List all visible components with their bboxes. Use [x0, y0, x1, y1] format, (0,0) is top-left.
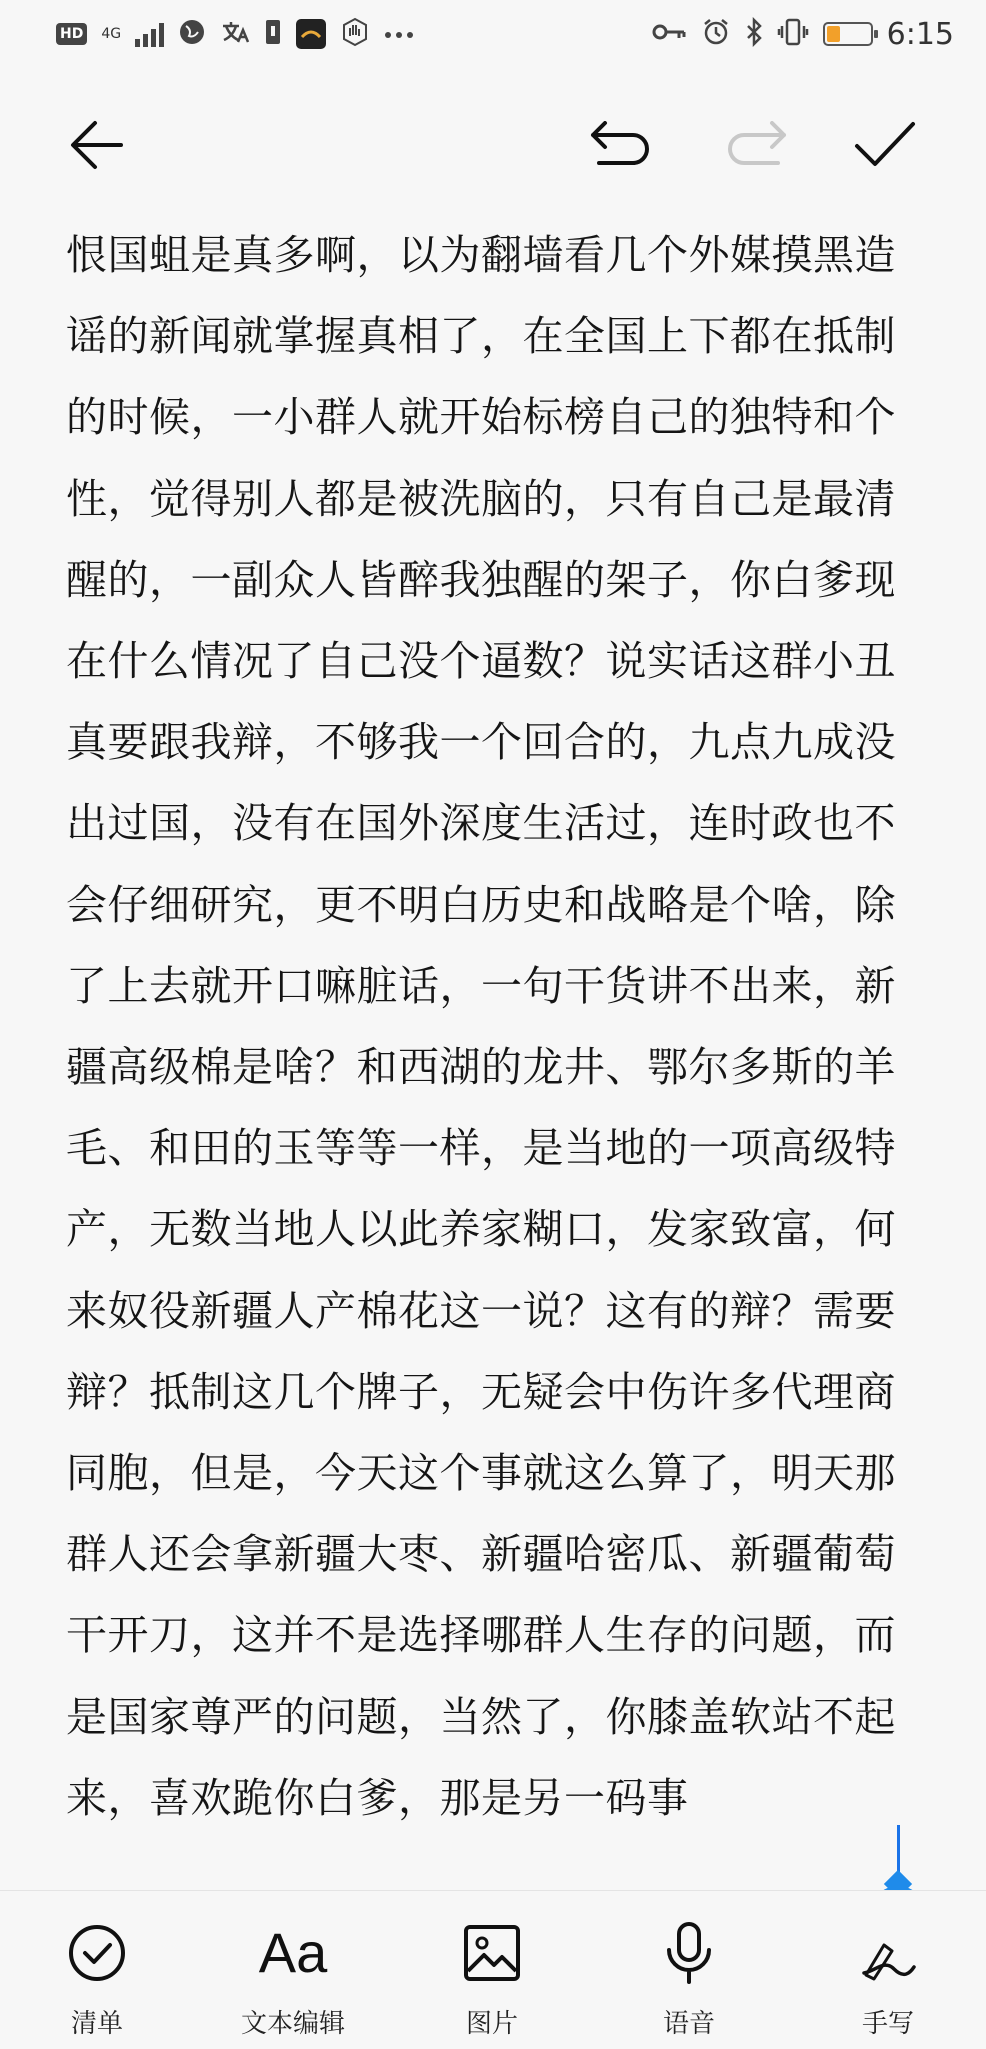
back-button[interactable]	[52, 100, 142, 190]
image-button[interactable]	[417, 1921, 567, 2040]
network-label: 4G	[101, 26, 122, 42]
hd-icon: HD	[56, 23, 87, 45]
redo-button[interactable]	[711, 100, 801, 190]
bottom-toolbar	[0, 1890, 986, 2049]
handwriting-button[interactable]	[813, 1921, 963, 2040]
image-label: 图片	[465, 2009, 518, 2039]
text-format-label: 文本编辑	[240, 2009, 345, 2039]
sim-icon	[264, 18, 282, 50]
more-icon	[384, 25, 414, 44]
status-bar	[0, 0, 986, 68]
editor-toolbar	[0, 100, 986, 190]
translate-icon	[220, 18, 250, 50]
checklist-button[interactable]	[22, 1921, 172, 2040]
check-icon	[853, 120, 917, 170]
done-button[interactable]	[840, 100, 930, 190]
battery-icon	[823, 22, 873, 46]
status-bar-right	[651, 14, 954, 54]
redo-icon	[724, 121, 788, 169]
note-text-editor[interactable]: 恨国蛆是真多啊，以为翻墙看几个外媒摸黑造谣的新闻就掌握真相了，在全国上下都在抵制的时候，一小群人就开始标榜自己的独特和个性，觉得别人都是被洗脑的，只有自己是最清醒的，一副众人皆醉我独醒的架子，你白爹现在什么情况了自己没个逼数？说实话这群小丑真要跟我辩，不够我一个回合的，九点九成没出过国，没有在国外深度生活过，连时政也不会仔细研究，更不明白历史和战略是个啥，除了上去就开口嘛脏话，一句干货讲不出来，新疆高级棉是啥？和西湖的龙井、鄂尔多斯的羊毛、和田的玉等等一样，是当地的一项高级特产，无数当地人以此养家糊口，发家致富，何来奴役新疆人产棉花这一说？这有的辩？需要辩？抵制这几个牌子，无疑会中伤许多代理商同胞，但是，今天这个事就这么算了，明天那群人还会拿新疆大枣、新疆哈密瓜、新疆葡萄干开刀，这并不是选择哪群人生存的问题，而是国家尊严的问题，当然了，你膝盖软站不起来，喜欢跪你白爹，那是另一码事	[66, 231, 896, 1822]
signal-icon	[135, 21, 164, 47]
checklist-label: 清单	[70, 2009, 123, 2039]
vibrate-icon	[777, 17, 809, 51]
alarm-icon	[701, 17, 731, 51]
handwriting-icon	[858, 1923, 918, 1983]
key-icon	[651, 20, 687, 48]
voice-button[interactable]	[614, 1921, 764, 2040]
voice-label: 语音	[662, 2009, 715, 2039]
microphone-icon	[664, 1922, 714, 1984]
handwriting-label: 手写	[861, 2009, 914, 2039]
globe-icon	[178, 18, 206, 50]
status-bar-left	[56, 14, 414, 54]
text-format-icon: Aa	[258, 1921, 328, 1984]
back-arrow-icon	[67, 115, 127, 175]
app-icon	[296, 19, 326, 49]
bluetooth-icon	[745, 17, 763, 51]
text-format-button[interactable]	[218, 1921, 368, 2040]
checklist-icon	[67, 1923, 127, 1983]
undo-icon	[589, 121, 653, 169]
image-icon	[462, 1923, 522, 1983]
undo-button[interactable]	[576, 100, 666, 190]
status-time: 6:15	[886, 16, 954, 52]
hand-icon	[340, 17, 370, 51]
